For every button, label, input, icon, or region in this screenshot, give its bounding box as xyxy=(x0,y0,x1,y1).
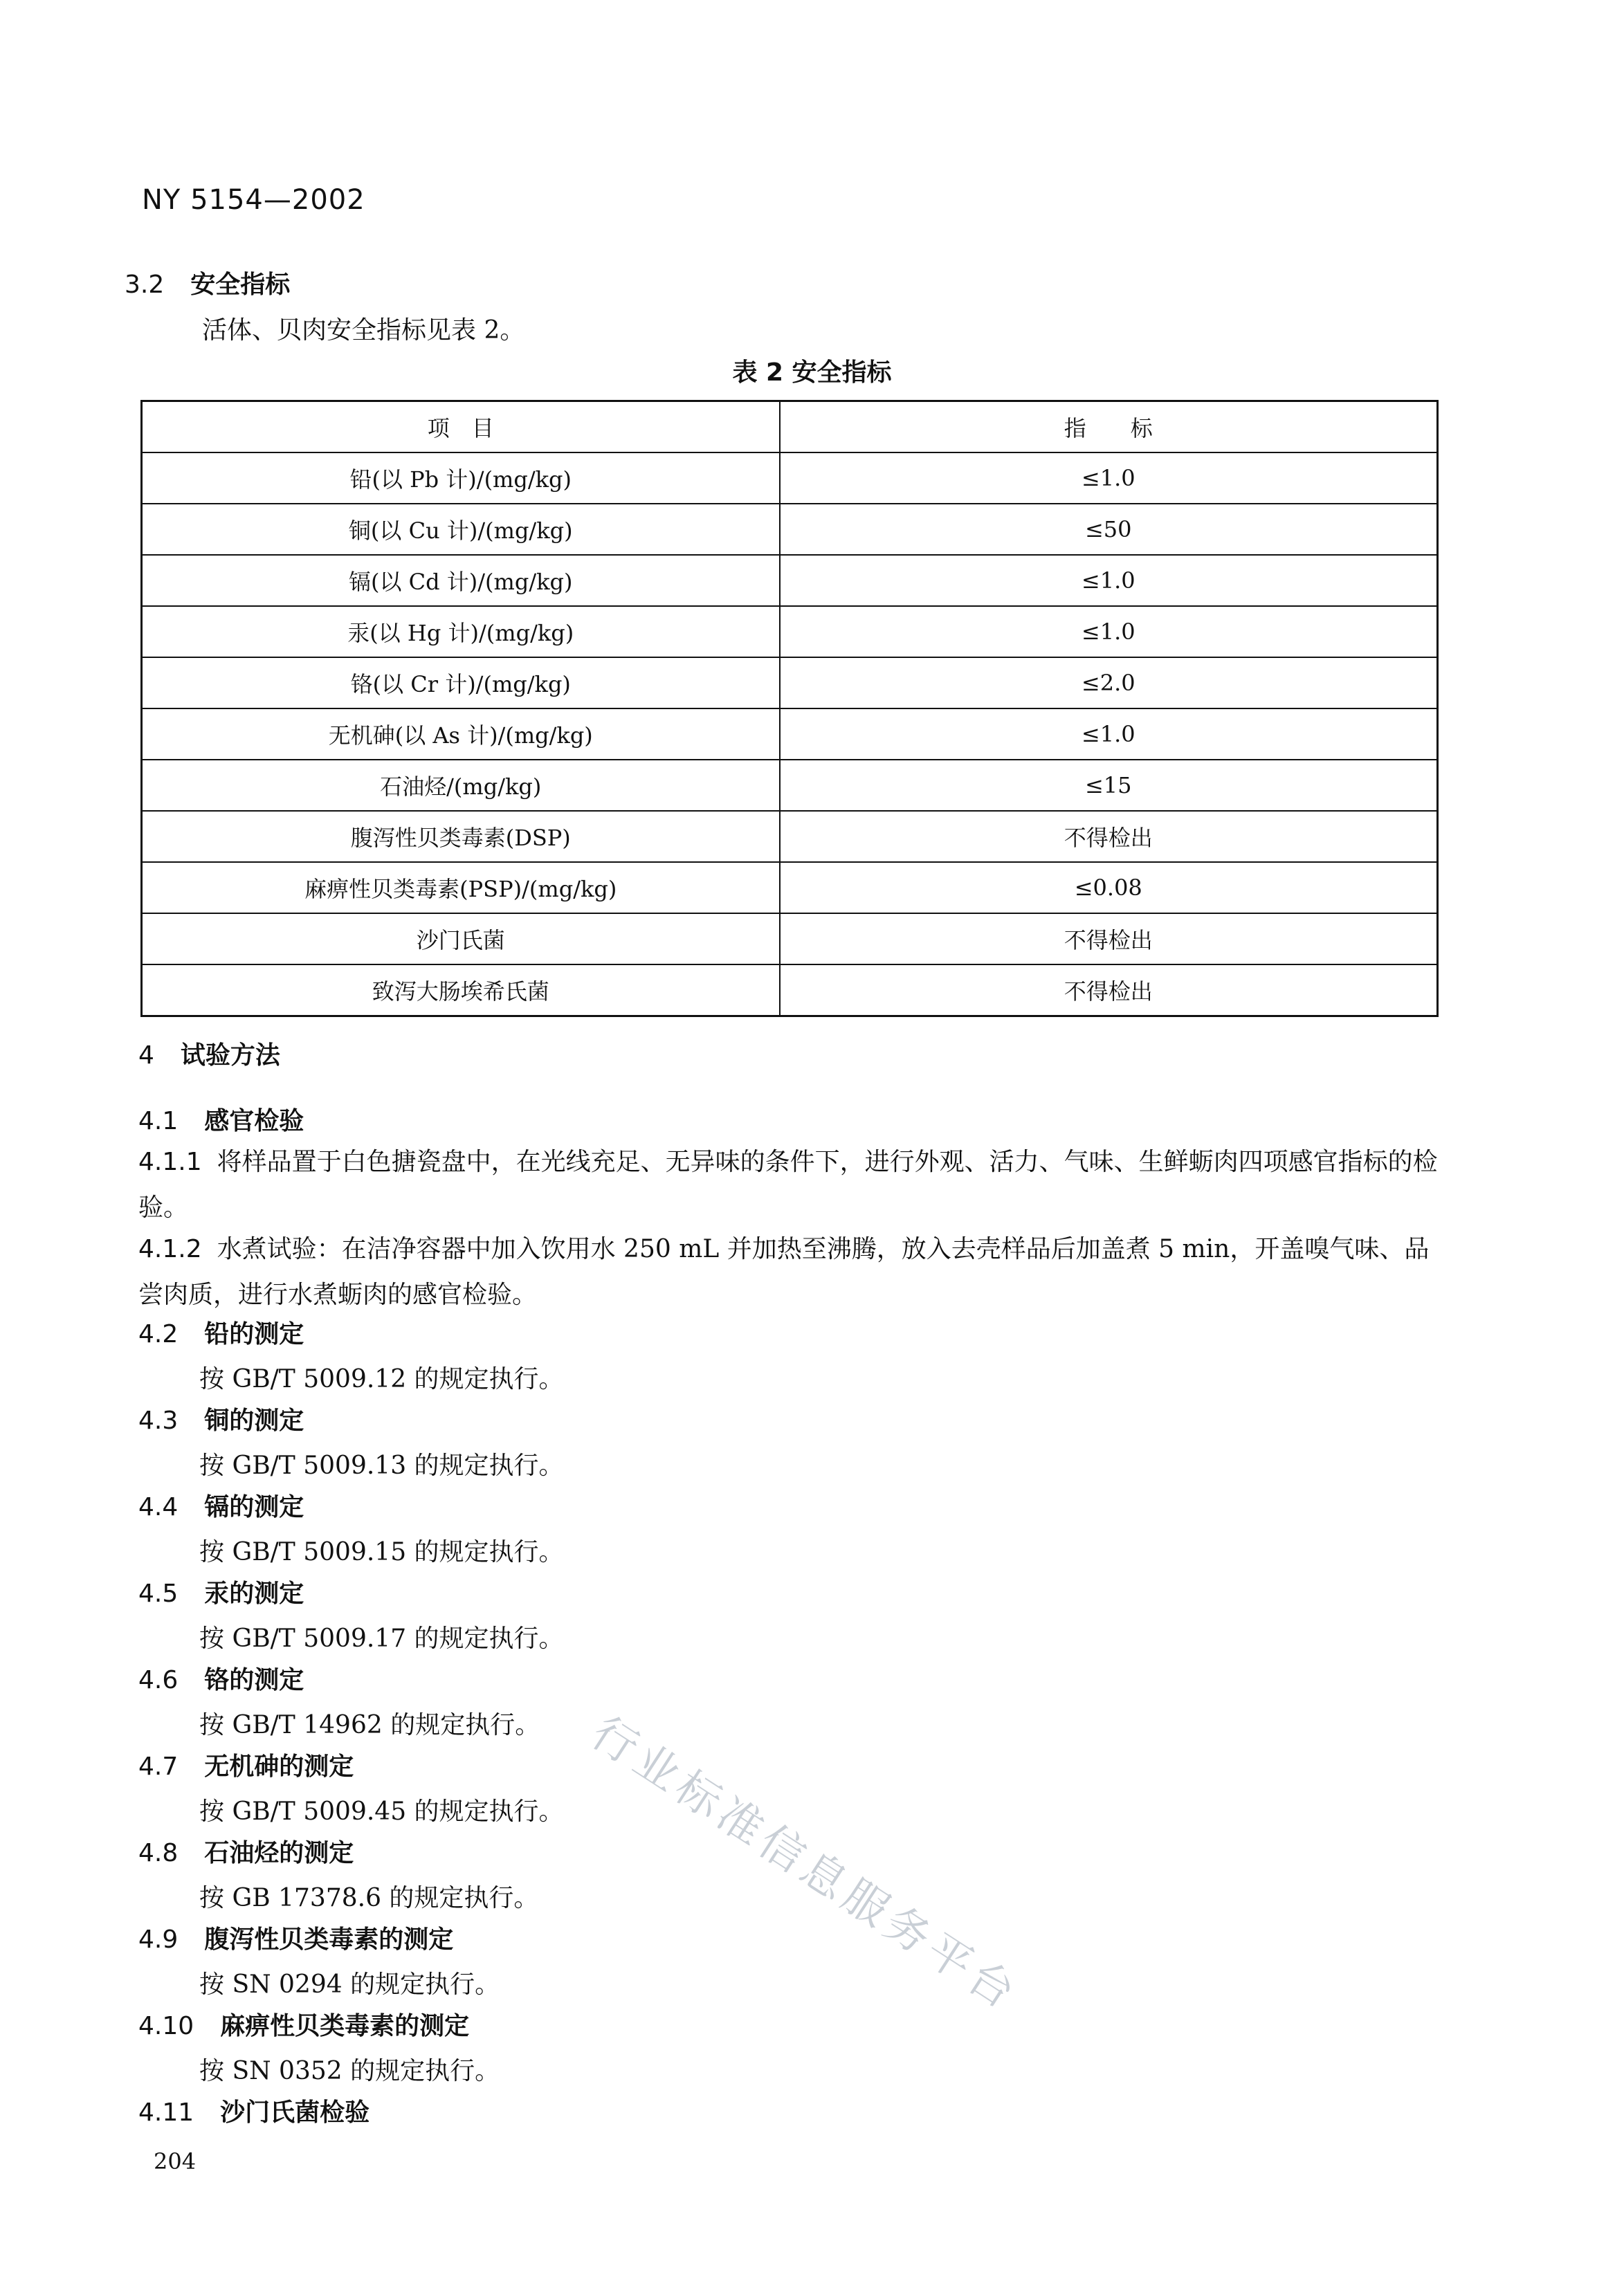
value-cell: ≤0.08 xyxy=(780,862,1438,913)
item-cell: 腹泻性贝类毒素(DSP) xyxy=(142,811,780,862)
section-number: 4.2 xyxy=(138,1320,179,1348)
value-cell: ≤1.0 xyxy=(780,452,1438,504)
section-number: 4 xyxy=(138,1041,154,1070)
table-row xyxy=(142,913,1438,964)
section-3-2-heading xyxy=(125,265,290,300)
section-title: 沙门氏菌检验 xyxy=(220,2098,370,2127)
section-4-5-heading xyxy=(138,1574,304,1609)
paragraph-text: 将样品置于白色搪瓷盘中，在光线充足、无异味的条件下，进行外观、活力、气味、生鲜蛎肉四项感官指标的检验。 xyxy=(138,1148,1438,1222)
section-number: 4.10 xyxy=(138,2012,194,2040)
page-number: 204 xyxy=(154,2148,197,2175)
section-title: 麻痹性贝类毒素的测定 xyxy=(220,2012,470,2040)
item-cell: 镉(以 Cd 计)/(mg/kg) xyxy=(142,555,780,606)
section-4-9-text: 按 SN 0294 的规定执行。 xyxy=(199,1970,500,1999)
section-title: 试验方法 xyxy=(180,1041,280,1070)
section-number: 4.9 xyxy=(138,1925,179,1954)
table-2-title: 表 2 安全指标 xyxy=(732,358,892,387)
value-cell: ≤2.0 xyxy=(780,657,1438,708)
section-4-6-text: 按 GB/T 14962 的规定执行。 xyxy=(199,1711,540,1739)
value-cell: ≤15 xyxy=(780,760,1438,811)
section-title: 无机砷的测定 xyxy=(204,1752,354,1781)
section-title: 镉的测定 xyxy=(204,1493,304,1521)
section-4-1-heading xyxy=(138,1101,304,1137)
section-number: 4.1 xyxy=(138,1107,179,1135)
item-cell: 麻痹性贝类毒素(PSP)/(mg/kg) xyxy=(142,862,780,913)
table-row xyxy=(142,862,1438,913)
section-number: 4.4 xyxy=(138,1493,179,1521)
section-4-6-heading xyxy=(138,1660,304,1696)
header-item: 项 目 xyxy=(142,401,780,453)
value-cell: ≤1.0 xyxy=(780,606,1438,657)
section-4-heading xyxy=(138,1036,280,1071)
section-4-4-text: 按 GB/T 5009.15 的规定执行。 xyxy=(199,1538,564,1566)
item-cell: 沙门氏菌 xyxy=(142,913,780,964)
value-cell: 不得检出 xyxy=(780,913,1438,964)
section-4-2-text: 按 GB/T 5009.12 的规定执行。 xyxy=(199,1365,564,1393)
section-4-1-1-paragraph xyxy=(138,1140,1439,1231)
item-cell: 汞(以 Hg 计)/(mg/kg) xyxy=(142,606,780,657)
table-row xyxy=(142,555,1438,606)
table-row xyxy=(142,606,1438,657)
safety-indicators-table xyxy=(140,400,1439,1017)
section-4-3-text: 按 GB/T 5009.13 的规定执行。 xyxy=(199,1452,564,1480)
section-4-9-heading xyxy=(138,1920,453,1955)
header-indicator: 指 标 xyxy=(780,401,1438,453)
section-number: 4.1.2 xyxy=(138,1235,202,1263)
section-4-1-2-paragraph xyxy=(138,1227,1439,1318)
value-cell: 不得检出 xyxy=(780,964,1438,1016)
table-row xyxy=(142,452,1438,504)
table-row xyxy=(142,708,1438,760)
table-row xyxy=(142,811,1438,862)
section-4-7-text: 按 GB/T 5009.45 的规定执行。 xyxy=(199,1797,564,1826)
section-number: 4.8 xyxy=(138,1839,179,1867)
section-title: 感官检验 xyxy=(204,1107,304,1135)
table-row xyxy=(142,964,1438,1016)
section-4-10-text: 按 SN 0352 的规定执行。 xyxy=(199,2057,500,2085)
value-cell: ≤1.0 xyxy=(780,555,1438,606)
value-cell: 不得检出 xyxy=(780,811,1438,862)
value-cell: ≤1.0 xyxy=(780,708,1438,760)
section-title: 铜的测定 xyxy=(204,1407,304,1435)
section-title: 腹泻性贝类毒素的测定 xyxy=(204,1925,454,1954)
table-row xyxy=(142,504,1438,555)
section-number: 4.5 xyxy=(138,1580,179,1608)
section-4-8-text: 按 GB 17378.6 的规定执行。 xyxy=(199,1884,539,1912)
table-row xyxy=(142,760,1438,811)
section-4-11-heading xyxy=(138,2093,369,2128)
section-3-2-text: 活体、贝肉安全指标见表 2。 xyxy=(202,316,525,345)
section-number: 4.7 xyxy=(138,1752,179,1781)
section-title: 汞的测定 xyxy=(204,1580,304,1608)
item-cell: 铬(以 Cr 计)/(mg/kg) xyxy=(142,657,780,708)
item-cell: 铅(以 Pb 计)/(mg/kg) xyxy=(142,452,780,504)
section-number: 4.6 xyxy=(138,1666,179,1694)
table-header-row xyxy=(142,401,1438,453)
value-cell: ≤50 xyxy=(780,504,1438,555)
section-title: 石油烃的测定 xyxy=(204,1839,354,1867)
section-title: 铅的测定 xyxy=(204,1320,304,1348)
section-4-3-heading xyxy=(138,1401,304,1436)
item-cell: 石油烃/(mg/kg) xyxy=(142,760,780,811)
section-number: 4.1.1 xyxy=(138,1148,202,1176)
table-row xyxy=(142,657,1438,708)
section-4-4-heading xyxy=(138,1488,304,1523)
watermark: 行业标准信息服务平台 xyxy=(582,1707,1028,2022)
section-title: 安全指标 xyxy=(190,271,291,299)
section-4-10-heading xyxy=(138,2006,469,2042)
paragraph-text: 水煮试验：在洁净容器中加入饮用水 250 mL 并加热至沸腾，放入去壳样品后加盖煮 5 min，开盖嗅气味、品尝肉质，进行水煮蛎肉的感官检验。 xyxy=(138,1235,1430,1309)
section-4-2-heading xyxy=(138,1315,304,1350)
item-cell: 无机砷(以 As 计)/(mg/kg) xyxy=(142,708,780,760)
standard-code: NY 5154—2002 xyxy=(142,184,365,216)
section-number: 3.2 xyxy=(125,271,165,299)
item-cell: 致泻大肠埃希氏菌 xyxy=(142,964,780,1016)
item-cell: 铜(以 Cu 计)/(mg/kg) xyxy=(142,504,780,555)
section-4-5-text: 按 GB/T 5009.17 的规定执行。 xyxy=(199,1624,564,1653)
section-number: 4.3 xyxy=(138,1407,179,1435)
section-number: 4.11 xyxy=(138,2098,194,2127)
section-4-8-heading xyxy=(138,1833,354,1869)
section-title: 铬的测定 xyxy=(204,1666,304,1694)
section-4-7-heading xyxy=(138,1747,354,1782)
